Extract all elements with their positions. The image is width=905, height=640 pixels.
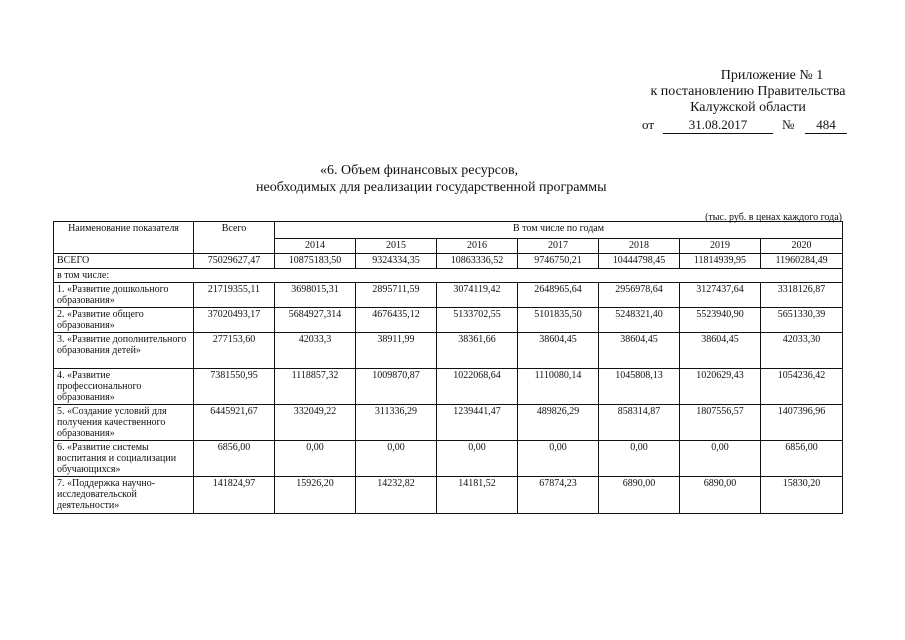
year-value-2020: 5651330,39 [761, 308, 843, 333]
number-prefix: № [782, 117, 795, 132]
year-value-2016: 5133702,55 [437, 308, 518, 333]
row-total-value: 6445921,67 [194, 405, 275, 441]
row-name: 6. «Развитие системы воспитания и социализации обучающихся» [54, 441, 194, 477]
year-value-2015: 4676435,12 [356, 308, 437, 333]
year-value-2015: 1009870,87 [356, 369, 437, 405]
year-value-2017: 1110080,14 [518, 369, 599, 405]
year-value-2015: 38911,99 [356, 333, 437, 369]
year-value-2018: 1045808,13 [599, 369, 680, 405]
header-year-2017: 2017 [518, 239, 599, 254]
year-value-2017: 5101835,50 [518, 308, 599, 333]
year-value-2019: 0,00 [680, 441, 761, 477]
year-value-2016: 1022068,64 [437, 369, 518, 405]
table-row-subheader [54, 269, 843, 283]
row-name: 5. «Создание условий для получения качественного образования» [54, 405, 194, 441]
year-value-2019: 5523940,90 [680, 308, 761, 333]
table-row-total [54, 254, 843, 269]
year-value-2018: 38604,45 [599, 333, 680, 369]
year-value-2015: 2895711,59 [356, 283, 437, 308]
year-value-2018: 0,00 [599, 441, 680, 477]
year-value-2018: 858314,87 [599, 405, 680, 441]
year-value-2015: 311336,29 [356, 405, 437, 441]
year-value-2019: 1020629,43 [680, 369, 761, 405]
year-value-2018: 2956978,64 [599, 283, 680, 308]
header-total: Всего [194, 222, 275, 254]
row-total-value: 277153,60 [194, 333, 275, 369]
year-value-2020: 1407396,96 [761, 405, 843, 441]
table-row [54, 405, 843, 441]
row-name: 2. «Развитие общего образования» [54, 308, 194, 333]
header-year-2019: 2019 [680, 239, 761, 254]
year-value-2017: 9746750,21 [518, 254, 599, 269]
year-value-2017: 38604,45 [518, 333, 599, 369]
header-year-2018: 2018 [599, 239, 680, 254]
appendix-line-decree: к постановлению Правительства [650, 84, 846, 99]
year-value-2019: 6890,00 [680, 477, 761, 514]
row-name: 1. «Развитие дошкольного образования» [54, 283, 194, 308]
year-value-2014: 0,00 [275, 441, 356, 477]
year-value-2020: 3318126,87 [761, 283, 843, 308]
year-value-2016: 1239441,47 [437, 405, 518, 441]
year-value-2016: 38361,66 [437, 333, 518, 369]
appendix-block [560, 68, 905, 135]
year-value-2014: 15926,20 [275, 477, 356, 514]
year-value-2016: 10863336,52 [437, 254, 518, 269]
header-indicator-name: Наименование показателя [54, 222, 194, 254]
year-value-2017: 0,00 [518, 441, 599, 477]
row-name: ВСЕГО [54, 254, 194, 269]
year-value-2019: 1807556,57 [680, 405, 761, 441]
header-year-2014: 2014 [275, 239, 356, 254]
year-value-2019: 3127437,64 [680, 283, 761, 308]
year-value-2014: 332049,22 [275, 405, 356, 441]
year-value-2014: 10875183,50 [275, 254, 356, 269]
year-value-2019: 11814939,95 [680, 254, 761, 269]
decree-date: 31.08.2017 [663, 117, 773, 134]
row-name: 7. «Поддержка научно-исследовательской деятельности» [54, 477, 194, 514]
table-row [54, 441, 843, 477]
year-value-2020: 42033,30 [761, 333, 843, 369]
year-value-2017: 67874,23 [518, 477, 599, 514]
year-value-2014: 3698015,31 [275, 283, 356, 308]
table-row [54, 333, 843, 369]
row-total-value: 75029627,47 [194, 254, 275, 269]
table-body [54, 254, 843, 514]
year-value-2016: 14181,52 [437, 477, 518, 514]
year-value-2016: 3074119,42 [437, 283, 518, 308]
row-total-value: 7381550,95 [194, 369, 275, 405]
row-total-value: 21719355,11 [194, 283, 275, 308]
year-value-2020: 11960284,49 [761, 254, 843, 269]
header-year-2020: 2020 [761, 239, 843, 254]
row-name: 3. «Развитие дополнительного образования детей» [54, 333, 194, 369]
decree-number: 484 [805, 117, 847, 134]
title-line-1: «6. Объем финансовых ресурсов, [320, 163, 519, 178]
year-value-2020: 6856,00 [761, 441, 843, 477]
year-value-2015: 0,00 [356, 441, 437, 477]
header-year-2016: 2016 [437, 239, 518, 254]
header-years-group: В том числе по годам [275, 222, 843, 239]
row-total-value: 6856,00 [194, 441, 275, 477]
table-row [54, 477, 843, 514]
year-value-2018: 6890,00 [599, 477, 680, 514]
year-value-2015: 14232,82 [356, 477, 437, 514]
year-value-2018: 5248321,40 [599, 308, 680, 333]
year-value-2020: 1054236,42 [761, 369, 843, 405]
financing-table [53, 221, 843, 514]
appendix-title: Приложение № 1 [720, 68, 824, 83]
units-note: (тыс. руб. в ценах каждого года) [705, 212, 842, 223]
appendix-line-region: Калужской области [690, 100, 806, 115]
row-total-value: 37020493,17 [194, 308, 275, 333]
title-line-2: необходимых для реализации государственной программы [256, 180, 607, 195]
year-value-2014: 42033,3 [275, 333, 356, 369]
table-row [54, 283, 843, 308]
row-name: 4. «Развитие профессионального образования» [54, 369, 194, 405]
header-year-2015: 2015 [356, 239, 437, 254]
year-value-2015: 9324334,35 [356, 254, 437, 269]
year-value-2018: 10444798,45 [599, 254, 680, 269]
subheader-cell: в том числе: [54, 269, 843, 283]
year-value-2019: 38604,45 [680, 333, 761, 369]
year-value-2020: 15830,20 [761, 477, 843, 514]
year-value-2016: 0,00 [437, 441, 518, 477]
date-prefix: от [642, 117, 655, 132]
table-row [54, 308, 843, 333]
year-value-2017: 489826,29 [518, 405, 599, 441]
appendix-date-line [560, 117, 905, 135]
row-total-value: 141824,97 [194, 477, 275, 514]
year-value-2014: 5684927,314 [275, 308, 356, 333]
year-value-2017: 2648965,64 [518, 283, 599, 308]
year-value-2014: 1118857,32 [275, 369, 356, 405]
table-row [54, 369, 843, 405]
